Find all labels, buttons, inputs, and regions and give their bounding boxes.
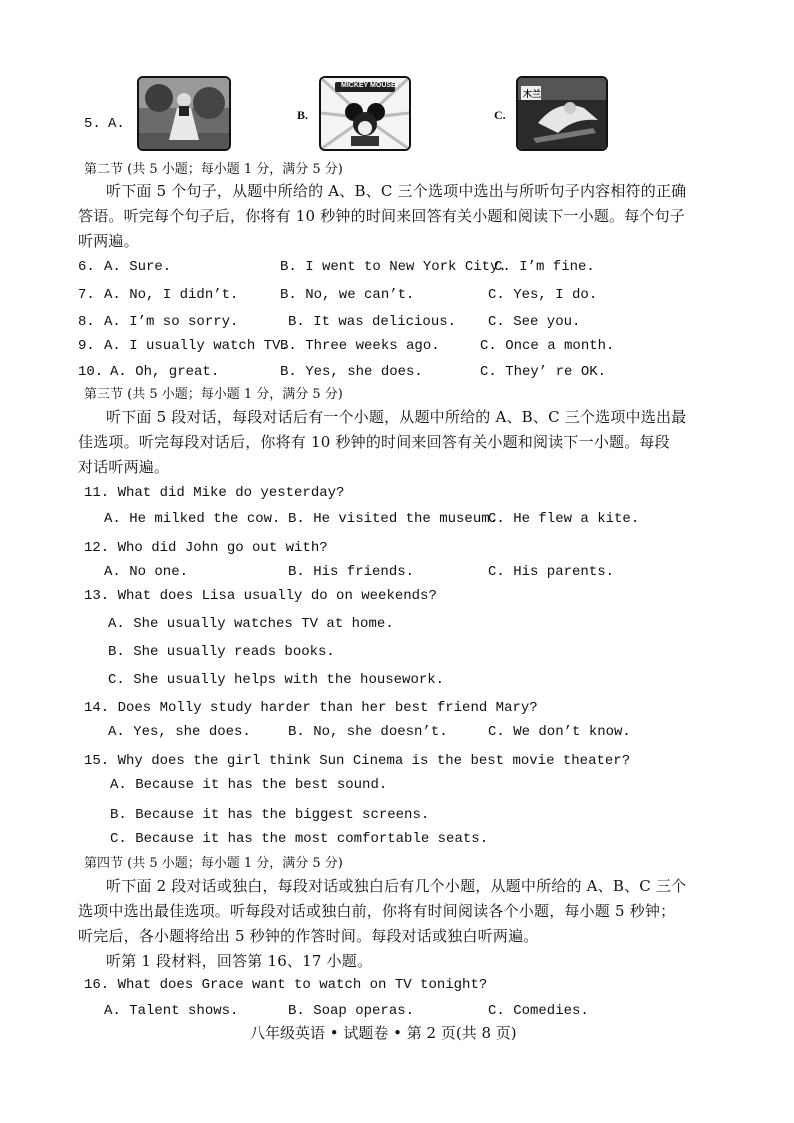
q11-option-c[interactable]: C. He flew a kite. <box>488 511 640 527</box>
section2-heading: 第二节 (共 5 小题；每小题 1 分，满分 5 分) <box>84 162 343 177</box>
q12-option-b[interactable]: B. His friends. <box>288 564 415 580</box>
section4-instr-line1: 听下面 2 段对话或独白，每段对话或独白后有几个小题，从题中所给的 A、B、C 三个 <box>106 877 687 895</box>
q15-option-a[interactable]: A. Because it has the best sound. <box>110 777 388 793</box>
q16-option-c[interactable]: C. Comedies. <box>488 1003 589 1019</box>
q10-option-c[interactable]: C. They’ re OK. <box>480 364 607 380</box>
q12-option-c[interactable]: C. His parents. <box>488 564 615 580</box>
section3-heading: 第三节 (共 5 小题；每小题 1 分，满分 5 分) <box>84 387 343 402</box>
q13-option-b[interactable]: B. She usually reads books. <box>108 644 335 660</box>
page-footer: 八年级英语 • 试题卷 • 第 2 页(共 8 页) <box>250 1024 517 1042</box>
section4-heading: 第四节 (共 5 小题；每小题 1 分，满分 5 分) <box>84 856 343 871</box>
q13-stem: 13. What does Lisa usually do on weekends? <box>84 588 437 604</box>
q11-stem: 11. What did Mike do yesterday? <box>84 485 345 501</box>
q16-stem: 16. What does Grace want to watch on TV tonight? <box>84 977 488 993</box>
q11-option-a[interactable]: A. He milked the cow. <box>104 511 281 527</box>
q9-option-c[interactable]: C. Once a month. <box>480 338 615 354</box>
q6-option-a[interactable]: A. Sure. <box>104 259 172 275</box>
picture-a-snow-white[interactable] <box>137 76 231 151</box>
q13-option-a[interactable]: A. She usually watches TV at home. <box>108 616 394 632</box>
section4-instr-line2: 选项中选出最佳选项。听每段对话或独白前，你将有时间阅读各个小题，每小题 5 秒钟； <box>78 902 676 920</box>
q6-option-b[interactable]: B. I went to New York City. <box>280 259 507 275</box>
q7-option-b[interactable]: B. No, we can’t. <box>280 287 415 303</box>
q8-option-c[interactable]: C. See you. <box>488 314 581 330</box>
section2-instr-line2: 答语。听完每个句子后，你将有 10 秒钟的时间来回答有关小题和阅读下一小题。每个句子 <box>78 207 686 225</box>
picture-b-mickey-mouse[interactable] <box>319 76 411 151</box>
q5-label-c: C. <box>494 108 506 122</box>
q7-option-a[interactable]: A. No, I didn’t. <box>104 287 239 303</box>
q8-option-a[interactable]: A. I’m so sorry. <box>104 314 239 330</box>
q10-option-a[interactable]: A. Oh, great. <box>110 364 220 380</box>
section3-instr-line1: 听下面 5 段对话，每段对话后有一个小题，从题中所给的 A、B、C 三个选项中选出最 <box>106 408 687 426</box>
q5-label-b: B. <box>297 108 309 122</box>
q15-option-b[interactable]: B. Because it has the biggest screens. <box>110 807 430 823</box>
q8-option-b[interactable]: B. It was delicious. <box>288 314 457 330</box>
q7-number: 7. <box>78 287 95 303</box>
q5-label-a: A. <box>108 116 125 132</box>
q16-option-a[interactable]: A. Talent shows. <box>104 1003 239 1019</box>
q16-option-b[interactable]: B. Soap operas. <box>288 1003 415 1019</box>
mulan-caption: 木兰 <box>523 90 542 100</box>
mickey-caption: MICKEY MOUSE <box>341 82 396 89</box>
q9-option-a[interactable]: A. I usually watch TV. <box>104 338 289 354</box>
q5-number: 5. <box>84 116 101 132</box>
section2-instr-line1: 听下面 5 个句子，从题中所给的 A、B、C 三个选项中选出与所听句子内容相符的正确 <box>106 182 687 200</box>
q6-option-c[interactable]: C. I’m fine. <box>494 259 595 275</box>
q12-option-a[interactable]: A. No one. <box>104 564 189 580</box>
q14-option-b[interactable]: B. No, she doesn’t. <box>288 724 448 740</box>
picture-c-mulan[interactable] <box>516 76 608 151</box>
section4-instr-line3: 听完后，各小题将给出 5 秒钟的作答时间。每段对话或独白听两遍。 <box>78 927 539 945</box>
section3-instr-line2: 佳选项。听完每段对话后，你将有 10 秒钟的时间来回答有关小题和阅读下一小题。每段 <box>78 433 670 451</box>
snow-white-image <box>139 78 229 149</box>
q10-number: 10. <box>78 364 104 380</box>
q8-number: 8. <box>78 314 95 330</box>
section4-material-note: 听第 1 段材料，回答第 16、17 小题。 <box>106 952 373 970</box>
q7-option-c[interactable]: C. Yes, I do. <box>488 287 598 303</box>
q9-number: 9. <box>78 338 95 354</box>
q9-option-b[interactable]: B. Three weeks ago. <box>280 338 440 354</box>
q14-stem: 14. Does Molly study harder than her best friend Mary? <box>84 700 538 716</box>
q14-option-c[interactable]: C. We don’t know. <box>488 724 631 740</box>
q6-number: 6. <box>78 259 95 275</box>
section2-instr-line3: 听两遍。 <box>78 232 139 250</box>
q13-option-c[interactable]: C. She usually helps with the housework. <box>108 672 445 688</box>
q15-stem: 15. Why does the girl think Sun Cinema is the best movie theater? <box>84 753 631 769</box>
q11-option-b[interactable]: B. He visited the museum. <box>288 511 499 527</box>
q12-stem: 12. Who did John go out with? <box>84 540 328 556</box>
section3-instr-line3: 对话听两遍。 <box>78 458 170 476</box>
q10-option-b[interactable]: B. Yes, she does. <box>280 364 423 380</box>
q14-option-a[interactable]: A. Yes, she does. <box>108 724 251 740</box>
q15-option-c[interactable]: C. Because it has the most comfortable seats. <box>110 831 489 847</box>
